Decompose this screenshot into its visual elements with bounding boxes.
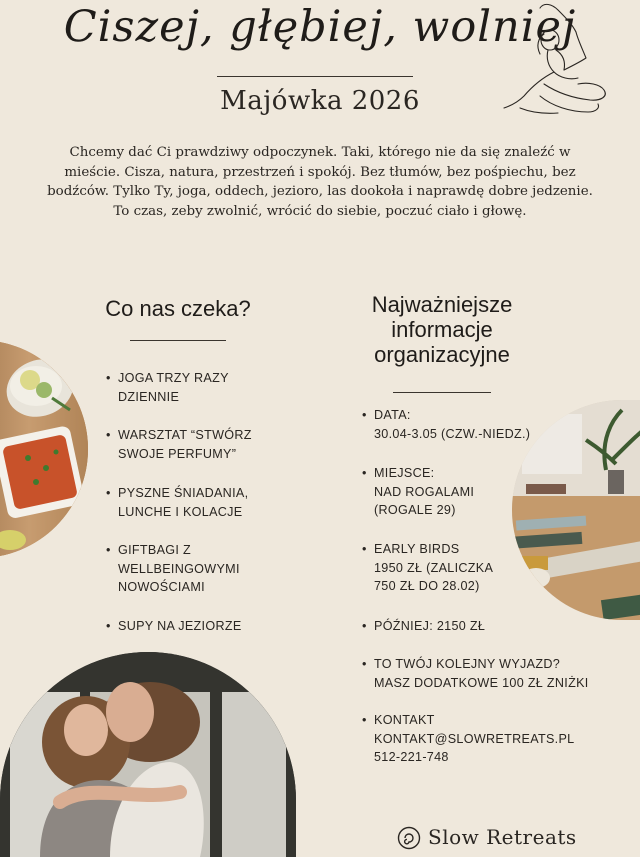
left-list [106, 426, 296, 463]
list-item-text: KONTAKT@SLOWRETREATS.PL [374, 731, 575, 746]
left-list [106, 484, 296, 521]
right-heading-line: informacje [391, 317, 493, 342]
list-item [362, 655, 622, 692]
list-item-text: • TO TWÓJ KOLEJNY WYJAZD? [374, 657, 561, 671]
list-item-text: DZIENNIE [118, 389, 180, 404]
right-heading-line: organizacyjne [374, 342, 510, 367]
left-list [106, 369, 296, 410]
list-item-text: 30.04-3.05 (CZW.-NIEDZ.) [374, 426, 531, 441]
right-column-heading [342, 292, 542, 367]
list-item-text: (ROGALE 29) [374, 503, 456, 517]
list-item [106, 541, 296, 597]
brand-name: Slow Retreats [428, 825, 577, 849]
list-item-text: NAD ROGALAMI [374, 484, 475, 499]
list-item-text: SWOJE PERFUMY” [118, 446, 237, 461]
title-divider [217, 76, 413, 77]
list-item-text: WELLBEINGOWYMI [118, 561, 240, 576]
list-item-text: • EARLY BIRDS [374, 542, 460, 556]
list-item-text: NOWOŚCIAMI [118, 580, 205, 594]
left-column-heading: Co nas czeka? [105, 296, 251, 321]
list-item [362, 711, 592, 767]
left-list [106, 617, 296, 636]
list-item-text: • KONTAKT [374, 713, 435, 727]
right-heading-line: Najważniejsze [371, 292, 513, 317]
list-item-text: 750 ZŁ DO 28.02) [374, 579, 480, 593]
food-photo-art [0, 340, 88, 558]
list-item [106, 369, 296, 406]
list-item [106, 426, 296, 463]
left-list [106, 541, 296, 597]
list-item-text: • PÓŹNIEJ: 2150 ZŁ [374, 619, 486, 633]
right-heading-divider [393, 392, 491, 393]
right-list [362, 655, 622, 692]
list-item-text: 512-221-748 [374, 750, 449, 764]
list-item [362, 617, 572, 636]
list-item-text: • WARSZTAT “STWÓRZ [118, 428, 252, 442]
list-item-text: • JOGA TRZY RAZY [118, 371, 229, 385]
page-subtitle: Majówka 2026 [220, 86, 420, 116]
food-photo [0, 340, 88, 558]
list-item-text: • MIEJSCE: [374, 466, 435, 480]
list-item-text: 1950 ZŁ (ZALICZKA [374, 560, 494, 575]
right-list [362, 617, 572, 636]
friends-photo-art [0, 652, 296, 857]
list-item-text: • PYSZNE ŚNIADANIA, [118, 486, 249, 500]
list-item-text: • DATA: [374, 408, 411, 422]
left-heading-divider [130, 340, 226, 341]
spiral-logo-icon [396, 825, 422, 851]
list-item-text: LUNCHE I KOLACJE [118, 504, 243, 519]
yoga-figure-illustration [500, 0, 615, 120]
right-list [362, 711, 592, 767]
intro-paragraph: Chcemy dać Ci prawdziwy odpoczynek. Taki, którego nie da się znaleźć w mieście. Cisza, natura, przestrzeń i spokój. Bez tłumów, bez pośpiechu, bez bodźców. Tylko Ty, joga, oddech, jezioro, las dookoła i naprawdę dobre jedzenie. To czas, zeby zwolnić, wrócić do siebie, poczuć ciało i głowę. [47, 145, 593, 219]
list-item [106, 484, 296, 521]
page-title: Ciszej, głębiej, wolniej [63, 2, 577, 52]
list-item-text: • GIFTBAGI Z [118, 543, 191, 557]
list-item-text: MASZ DODATKOWE 100 ZŁ ZNIŻKI [374, 675, 589, 690]
friends-photo [0, 652, 296, 857]
brand-footer [396, 823, 606, 853]
list-item-text: • SUPY NA JEZIORZE [118, 619, 242, 633]
list-item [106, 617, 296, 636]
